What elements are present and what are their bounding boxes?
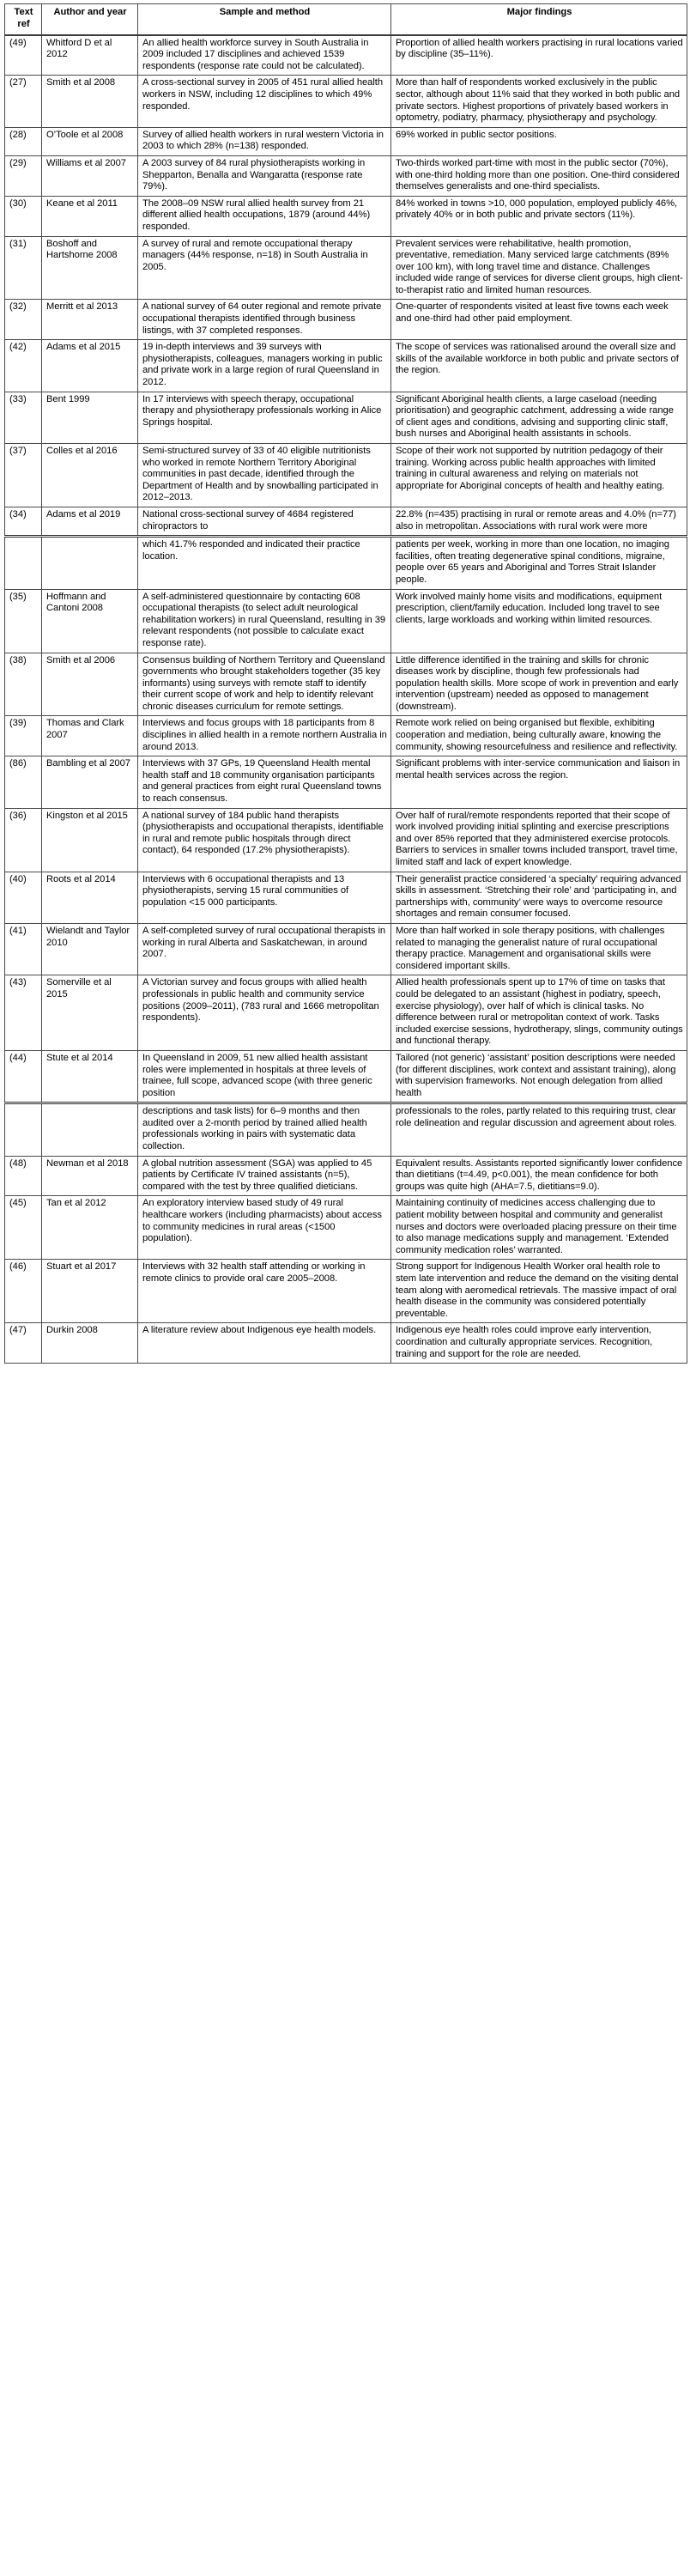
cell-major-findings: Scope of their work not supported by nutrition pedagogy of their training. Working across public health approaches with limited training in cultural awareness and relying on materials not appropriate for Aboriginal concepts of health and healthy eating. <box>391 444 687 507</box>
cell-sample-and-method: Interviews with 32 health staff attending or working in remote clinics to provide oral care 2005–2008. <box>138 1260 391 1323</box>
column-header-major-findings: Major findings <box>391 4 687 35</box>
cell-sample-and-method: A national survey of 184 public hand therapists (physiotherapists and occupational therapists, identifiable in rural and remote public hospitals through direct contact), 64 responded (17.2% physiotherapists). <box>138 808 391 872</box>
cell-author-year: Bambling et al 2007 <box>42 756 138 808</box>
cell-author-year: Newman et al 2018 <box>42 1156 138 1196</box>
cell-text-ref: (48) <box>5 1156 42 1196</box>
table-row <box>5 756 687 808</box>
cell-major-findings: 22.8% (n=435) practising in rural or remote areas and 4.0% (n=77) also in metropolitan. Associations with rural work were more <box>391 507 687 536</box>
cell-sample-and-method: A Victorian survey and focus groups with allied health professionals in public health and community service positions (2009–2011), (783 rural and 1666 metropolitan respondents). <box>138 975 391 1051</box>
cell-major-findings: Tailored (not generic) ‘assistant’ position descriptions were needed (for different disciplines, work context and assistant training), along with supervision frameworks. Not enough delegation from allied health <box>391 1050 687 1103</box>
cell-sample-and-method: A cross-sectional survey in 2005 of 451 rural allied health workers in NSW, including 12 disciplines to which 49% responded. <box>138 76 391 127</box>
cell-author-year: Tan et al 2012 <box>42 1196 138 1260</box>
cell-author-year: Merritt et al 2013 <box>42 300 138 340</box>
cell-sample-and-method: Survey of allied health workers in rural western Victoria in 2003 to which 28% (n=138) responded. <box>138 127 391 155</box>
cell-author-year <box>42 1103 138 1156</box>
table-row <box>5 127 687 155</box>
cell-text-ref: (31) <box>5 236 42 300</box>
cell-major-findings: More than half worked in sole therapy positions, with challenges related to managing the generalist nature of rural occupational therapy practice. Management and organisational skills were considered important skills. <box>391 923 687 975</box>
cell-author-year: Keane et al 2011 <box>42 196 138 236</box>
cell-text-ref: (41) <box>5 923 42 975</box>
cell-sample-and-method: A survey of rural and remote occupational therapy managers (44% response, n=18) in South Australia in 2005. <box>138 236 391 300</box>
cell-text-ref: (37) <box>5 444 42 507</box>
table-row <box>5 392 687 443</box>
cell-major-findings: Two-thirds worked part-time with most in the public sector (70%), with one-third holding more than one position. One-third considered themselves generalists and one-third specialists. <box>391 155 687 196</box>
cell-author-year: Colles et al 2016 <box>42 444 138 507</box>
table-row <box>5 975 687 1051</box>
cell-text-ref: (47) <box>5 1323 42 1364</box>
table-row <box>5 808 687 872</box>
cell-sample-and-method: Interviews and focus groups with 18 participants from 8 disciplines in allied health in a remote northern Australia in around 2013. <box>138 716 391 756</box>
cell-author-year: Durkin 2008 <box>42 1323 138 1364</box>
cell-author-year <box>42 537 138 589</box>
cell-author-year: Hoffmann and Cantoni 2008 <box>42 589 138 653</box>
cell-text-ref: (33) <box>5 392 42 443</box>
cell-sample-and-method: Interviews with 37 GPs, 19 Queensland Health mental health staff and 18 community organisation participants and general practices from eight rural Queensland towns to reach consensus. <box>138 756 391 808</box>
cell-author-year: O’Toole et al 2008 <box>42 127 138 155</box>
table-row <box>5 653 687 716</box>
cell-major-findings: Significant problems with inter-service communication and liaison in mental health services across the region. <box>391 756 687 808</box>
cell-text-ref: (38) <box>5 653 42 716</box>
cell-author-year: Adams et al 2015 <box>42 340 138 392</box>
table-row <box>5 444 687 507</box>
table-header <box>5 4 687 35</box>
table-row <box>5 155 687 196</box>
table-row <box>5 300 687 340</box>
cell-author-year: Stuart et al 2017 <box>42 1260 138 1323</box>
cell-major-findings: Their generalist practice considered ‘a specialty’ requiring advanced skills in assessment. ‘Stretching their role’ and ‘participating in, and partnerships with, community’ were ways to overcome resource shortages and remain consumer focused. <box>391 872 687 923</box>
table-row <box>5 507 687 536</box>
cell-major-findings: The scope of services was rationalised around the overall size and skills of the available workforce in both public and private sectors of the region. <box>391 340 687 392</box>
cell-major-findings: One-quarter of respondents visited at least five towns each week and one-third had other paid employment. <box>391 300 687 340</box>
cell-text-ref: (36) <box>5 808 42 872</box>
cell-sample-and-method: A literature review about Indigenous eye health models. <box>138 1323 391 1364</box>
table-row <box>5 35 687 76</box>
cell-author-year: Roots et al 2014 <box>42 872 138 923</box>
cell-author-year: Kingston et al 2015 <box>42 808 138 872</box>
cell-major-findings: Significant Aboriginal health clients, a large caseload (needing prioritisation) and geographic catchment, addressing a wide range of client ages and conditions, advising and supporting clinic staff, bush nurses and Aboriginal health assistants in schools. <box>391 392 687 443</box>
cell-major-findings: Strong support for Indigenous Health Worker oral health role to stem late intervention and reduce the demand on the visiting dental team along with aeromedical retrievals. The massive impact of oral health disease in the community was considered potentially preventable. <box>391 1260 687 1323</box>
column-header-author-year: Author and year <box>42 4 138 35</box>
cell-author-year: Adams et al 2019 <box>42 507 138 536</box>
cell-text-ref <box>5 537 42 589</box>
cell-text-ref: (39) <box>5 716 42 756</box>
cell-author-year: Whitford D et al 2012 <box>42 35 138 76</box>
cell-major-findings: professionals to the roles, partly related to this requiring trust, clear role delineation and regular discussion and agreement about roles. <box>391 1103 687 1156</box>
cell-sample-and-method: National cross-sectional survey of 4684 registered chiropractors to <box>138 507 391 536</box>
cell-major-findings: Allied health professionals spent up to 17% of time on tasks that could be delegated to an assistant (highest in podiatry, speech, exercise physiology), over half of which is clinical tasks. No difference between rural or metropolitan context of work. Tasks included exercise sessions, hydrotherapy, slings, community outings and functional therapy. <box>391 975 687 1051</box>
cell-sample-and-method: A self-completed survey of rural occupational therapists in working in rural Alberta and Saskatchewan, in around 2007. <box>138 923 391 975</box>
cell-major-findings: More than half of respondents worked exclusively in the public sector, although about 11% said that they worked in both public and private sectors. Highest proportions of privately based workers in optometry, podiatry, pharmacy, physiotherapy and psychology. <box>391 76 687 127</box>
cell-author-year: Bent 1999 <box>42 392 138 443</box>
table-row <box>5 1323 687 1364</box>
cell-text-ref: (45) <box>5 1196 42 1260</box>
cell-sample-and-method: descriptions and task lists) for 6–9 months and then audited over a 2-month period by trained allied health professionals working in pairs with systematic data collection. <box>138 1103 391 1156</box>
table-row <box>5 1196 687 1260</box>
cell-sample-and-method: Interviews with 6 occupational therapists and 13 physiotherapists, serving 15 rural communities of population <15 000 participants. <box>138 872 391 923</box>
cell-text-ref: (28) <box>5 127 42 155</box>
cell-sample-and-method: The 2008–09 NSW rural allied health survey from 21 different allied health occupations, 1879 (around 44%) responded. <box>138 196 391 236</box>
cell-sample-and-method: Consensus building of Northern Territory and Queensland governments who brought stakeholders together (35 key informants) using surveys with remote staff to identify their current scope of work and help to identify relevant chronic diseases curriculum for remote settings. <box>138 653 391 716</box>
cell-sample-and-method: A national survey of 64 outer regional and remote private occupational therapists identified through business listings, with 37 completed responses. <box>138 300 391 340</box>
cell-sample-and-method: In 17 interviews with speech therapy, occupational therapy and physiotherapy professionals working in Alice Springs hospital. <box>138 392 391 443</box>
cell-major-findings: 84% worked in towns >10, 000 population, employed publicly 46%, privately 40% or in both public and private sectors (11%). <box>391 196 687 236</box>
cell-text-ref: (27) <box>5 76 42 127</box>
cell-sample-and-method: which 41.7% responded and indicated their practice location. <box>138 537 391 589</box>
cell-text-ref: (44) <box>5 1050 42 1103</box>
table-row <box>5 1260 687 1323</box>
table-row <box>5 923 687 975</box>
cell-text-ref: (42) <box>5 340 42 392</box>
cell-author-year: Stute et al 2014 <box>42 1050 138 1103</box>
table-row <box>5 1050 687 1103</box>
cell-major-findings: Remote work relied on being organised but flexible, exhibiting cooperation and mediation, being culturally aware, knowing the community, showing resourcefulness and resilience and reflectivity. <box>391 716 687 756</box>
cell-major-findings: Equivalent results. Assistants reported significantly lower confidence than dietitians (t=4.49, p<0.001), the mean confidence for both groups was quite high (AHA=7.5, dietitians=9.0). <box>391 1156 687 1196</box>
cell-text-ref: (86) <box>5 756 42 808</box>
cell-major-findings: 69% worked in public sector positions. <box>391 127 687 155</box>
table-row <box>5 589 687 653</box>
cell-text-ref: (35) <box>5 589 42 653</box>
cell-major-findings: Proportion of allied health workers practising in rural locations varied by discipline (35–11%). <box>391 35 687 76</box>
cell-sample-and-method: A global nutrition assessment (SGA) was applied to 45 patients by Certificate IV trained assistants (n=5), compared with the test by three qualified dieticians. <box>138 1156 391 1196</box>
studies-summary-table <box>4 3 687 1364</box>
table-row <box>5 1156 687 1196</box>
cell-text-ref: (43) <box>5 975 42 1051</box>
cell-text-ref: (32) <box>5 300 42 340</box>
cell-major-findings: Over half of rural/remote respondents reported that their scope of work involved providing initial splinting and exercise prescriptions and over 85% reported that they administered exercise protocols. Barriers to services in smaller towns included transport, travel time, limited staff and lack of expert knowledge. <box>391 808 687 872</box>
cell-author-year: Boshoff and Hartshorne 2008 <box>42 236 138 300</box>
cell-major-findings: Maintaining continuity of medicines access challenging due to patient mobility between hospital and community and generalist nurses and doctors were overloaded placing pressure on their time to also manage medications supply and management. ‘Extended community medication roles’ warranted. <box>391 1196 687 1260</box>
cell-major-findings: Indigenous eye health roles could improve early intervention, coordination and culturally appropriate services. Recognition, training and support for the role are needed. <box>391 1323 687 1364</box>
cell-text-ref: (49) <box>5 35 42 76</box>
table-header-row <box>5 4 687 35</box>
cell-text-ref: (34) <box>5 507 42 536</box>
table-row <box>5 236 687 300</box>
cell-major-findings: Prevalent services were rehabilitative, health promotion, preventative, remediation. Many serviced large catchments (89% over 100 km), with long travel time and distance. Challenges included wide range of services for diverse client groups, high client-to-therapist ratio and limited human resources. <box>391 236 687 300</box>
cell-text-ref: (40) <box>5 872 42 923</box>
table-body <box>5 35 687 1364</box>
cell-author-year: Wielandt and Taylor 2010 <box>42 923 138 975</box>
cell-sample-and-method: A self-administered questionnaire by contacting 608 occupational therapists (to select adult neurological rehabilitation workers) in rural Queensland, resulting in 39 relevant respondents (not possible to calculate exact response rate). <box>138 589 391 653</box>
cell-text-ref: (46) <box>5 1260 42 1323</box>
cell-sample-and-method: In Queensland in 2009, 51 new allied health assistant roles were implemented in hospitals at three levels of trainee, full scope, advanced scope (with three generic position <box>138 1050 391 1103</box>
cell-author-year: Smith et al 2008 <box>42 76 138 127</box>
table-row <box>5 340 687 392</box>
cell-author-year: Smith et al 2006 <box>42 653 138 716</box>
cell-major-findings: patients per week, working in more than one location, no imaging facilities, often treating degenerative spinal conditions, migraine, people over 65 years and Aboriginal and Torres Strait Islander people. <box>391 537 687 589</box>
cell-sample-and-method: An allied health workforce survey in South Australia in 2009 included 17 disciplines and achieved 1539 respondents (response rate could not be calculated). <box>138 35 391 76</box>
cell-major-findings: Little difference identified in the training and skills for chronic diseases work by discipline, though few professionals had population health skills. More scope of work in prevention and early intervention (upstream) needed as opposed to management (downstream). <box>391 653 687 716</box>
table-row <box>5 537 687 589</box>
table-row <box>5 1103 687 1156</box>
cell-author-year: Williams et al 2007 <box>42 155 138 196</box>
cell-text-ref: (30) <box>5 196 42 236</box>
cell-author-year: Somerville et al 2015 <box>42 975 138 1051</box>
column-header-text-ref: Text ref <box>5 4 42 35</box>
cell-major-findings: Work involved mainly home visits and modifications, equipment prescription, client/family education. Included long travel to see clients, large workloads and working within limited resources. <box>391 589 687 653</box>
cell-author-year: Thomas and Clark 2007 <box>42 716 138 756</box>
cell-text-ref: (29) <box>5 155 42 196</box>
cell-sample-and-method: An exploratory interview based study of 49 rural healthcare workers (including pharmacists) about access to community medicines in rural areas (<1500 population). <box>138 1196 391 1260</box>
table-row <box>5 76 687 127</box>
cell-sample-and-method: 19 in-depth interviews and 39 surveys with physiotherapists, colleagues, managers working in public and private work in a large region of rural Queensland in 2012. <box>138 340 391 392</box>
cell-sample-and-method: Semi-structured survey of 33 of 40 eligible nutritionists who worked in remote Northern Territory Aboriginal communities in past decade, identified through the Department of Health and by snowballing participated in 2012–2013. <box>138 444 391 507</box>
table-row <box>5 196 687 236</box>
cell-text-ref <box>5 1103 42 1156</box>
table-row <box>5 872 687 923</box>
column-header-sample-method: Sample and method <box>138 4 391 35</box>
table-row <box>5 716 687 756</box>
cell-sample-and-method: A 2003 survey of 84 rural physiotherapists working in Shepparton, Benalla and Wangaratta (response rate 79%). <box>138 155 391 196</box>
